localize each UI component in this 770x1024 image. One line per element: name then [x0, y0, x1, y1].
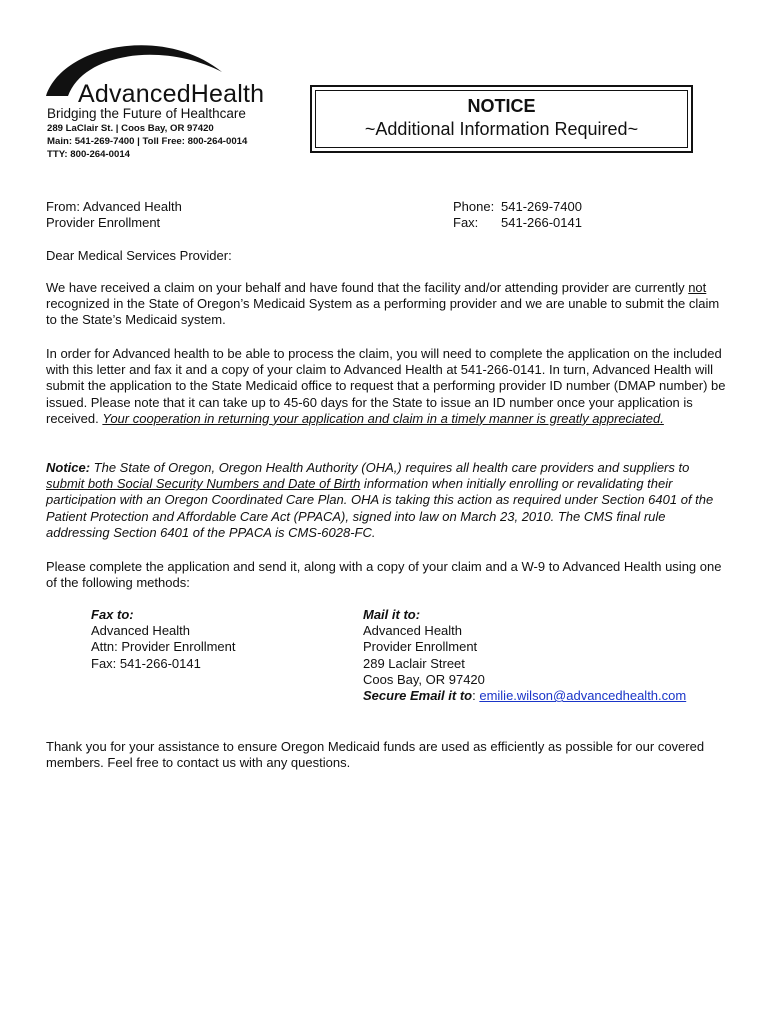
notice-title: NOTICE [467, 96, 536, 116]
email-colon: : [472, 688, 476, 704]
from-block [46, 199, 182, 231]
paragraph-notice [46, 460, 726, 541]
paragraph-4: Please complete the application and send it, along with a copy of your claim and a W-9 to Advanced Health using one of the following methods: [46, 559, 722, 591]
fax-number: 541-266-0141 [501, 215, 582, 231]
fax-line: Advanced Health [91, 623, 191, 639]
fax-line: Attn: Provider Enrollment [91, 639, 236, 655]
logo-tagline: Bridging the Future of Healthcare [47, 106, 246, 121]
para1-text: We have received a claim on your behalf and have found that the facility and/or attending provider are currently [46, 280, 689, 295]
main-phone-line: Main: 541-269-7400 | Toll Free: 800-264-0014 [47, 136, 248, 147]
para3-text-end: information when initially enrolling or revalidating their participation with an Oregon Coordinated Care Plan. OHA is taking this action as required under Section 6401 of the Patient Protection and Affordable Care Act (PPACA), signed into law on March 23, 2010. The CMS final rule addressing Section 6401 of the PPACA is CMS-6028-FC. [46, 476, 714, 540]
paragraph-2 [46, 346, 726, 427]
address-line: 289 LaClair St. | Coos Bay, OR 97420 [47, 123, 214, 134]
mail-heading: Mail it to: [363, 607, 421, 622]
paragraph-1 [46, 280, 726, 329]
fax-line: Fax: 541-266-0141 [91, 655, 201, 671]
email-label: Secure Email it to [363, 688, 473, 704]
from-line: From: Advanced Health [46, 199, 182, 214]
closing-paragraph: Thank you for your assistance to ensure Oregon Medicaid funds are used as efficiently as possible for our covered members. Feel free to contact us with any questions. [46, 739, 705, 771]
fax-label: Fax: [453, 215, 479, 231]
para1-not: not [688, 280, 707, 295]
para3-underline: submit both Social Security Numbers and Date of Birth [46, 476, 361, 492]
from-department: Provider Enrollment [46, 215, 161, 231]
phone-label: Phone: [453, 199, 495, 214]
fax-heading: Fax to: [91, 607, 134, 622]
tty-line: TTY: 800-264-0014 [47, 149, 131, 160]
mail-line: 289 Laclair Street [363, 655, 465, 671]
salutation: Dear Medical Services Provider: [46, 248, 232, 263]
para1-text-end: recognized in the State of Oregon’s Medicaid System as a performing provider and we are unable to submit the claim to the State’s Medicaid system. [46, 296, 720, 328]
company-address-block [47, 122, 247, 161]
para2-text: In order for Advanced health to be able to process the claim, you will need to complete the application on the included with this letter and fax it and a copy of your claim to Advanced Health at 541-266-0141. In turn, Advanced Health will submit the application to the State Medicaid office to request that a performing provider ID number (DMAP number) be issued. Please note that it can take up to 45-60 days for the State to issue an ID number once your application is received. [46, 346, 726, 426]
para3-text: The State of Oregon, Oregon Health Authority (OHA,) requires all health care providers and suppliers to [90, 460, 690, 475]
notice-label: Notice: [46, 460, 91, 475]
mail-line: Coos Bay, OR 97420 [363, 671, 485, 687]
logo-name: AdvancedHealth [78, 80, 265, 108]
email-link[interactable]: emilie.wilson@advancedhealth.com [479, 688, 687, 704]
notice-subtitle: ~Additional Information Required~ [364, 119, 639, 139]
mail-line: Advanced Health [363, 623, 463, 639]
phone-number: 541-269-7400 [501, 199, 582, 214]
mail-method [363, 607, 686, 704]
company-logo [44, 36, 276, 120]
contact-block [453, 199, 582, 231]
notice-box [310, 85, 693, 153]
para2-emphasis: Your cooperation in returning your application and claim in a timely manner is greatly appreciated. [102, 410, 664, 426]
mail-line: Provider Enrollment [363, 639, 478, 655]
fax-method [91, 607, 236, 672]
